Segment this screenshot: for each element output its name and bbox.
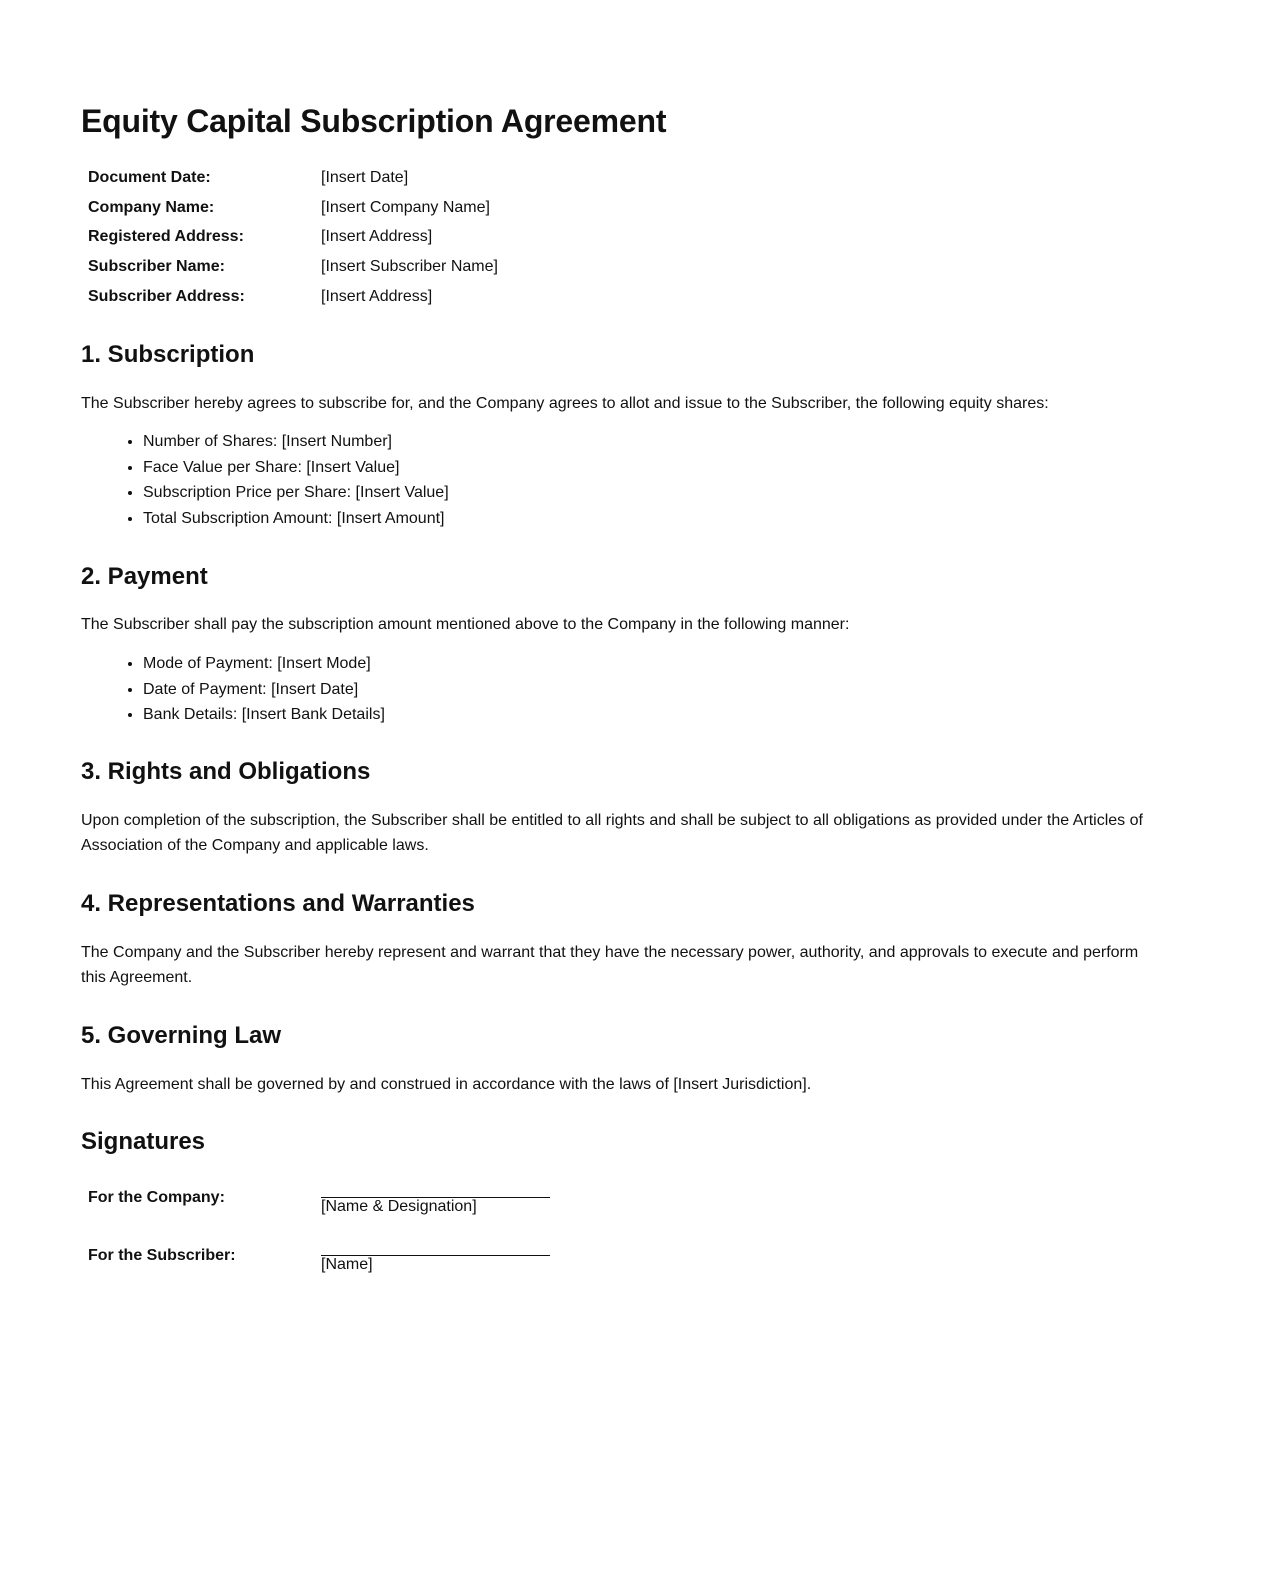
info-row-company-name (88, 193, 498, 223)
document-info-table (88, 163, 498, 311)
info-label: Registered Address: (88, 228, 244, 246)
info-row-document-date (88, 163, 498, 193)
section-heading-rights-obligations: 3. Rights and Obligations (81, 758, 371, 785)
list-item: • Subscription Price per Share: [Insert Value] (143, 480, 449, 506)
signature-name: [Name & Designation] (321, 1198, 477, 1215)
signature-label: For the Subscriber: (88, 1247, 236, 1264)
list-item: • Date of Payment: [Insert Date] (143, 677, 385, 703)
info-label: Subscriber Name: (88, 257, 225, 275)
info-label: Subscriber Address: (88, 287, 245, 305)
info-row-subscriber-address (88, 282, 498, 312)
section-text-payment: The Subscriber shall pay the subscription amount mentioned above to the Company in the following manner: (81, 616, 850, 633)
info-label: Document Date: (88, 168, 211, 186)
signature-row-company (88, 1178, 550, 1236)
signatures-table (88, 1178, 550, 1294)
section-text-governing-law: This Agreement shall be governed by and construed in accordance with the laws of [Insert Jurisdiction]. (81, 1076, 812, 1093)
list-item: • Number of Shares: [Insert Number] (143, 429, 449, 455)
info-row-registered-address (88, 222, 498, 252)
list-item: • Bank Details: [Insert Bank Details] (143, 702, 385, 728)
signature-field (321, 1178, 550, 1236)
section-heading-subscription: 1. Subscription (81, 341, 255, 368)
info-value: [Insert Subscriber Name] (321, 257, 498, 275)
list-item: • Total Subscription Amount: [Insert Amount] (143, 506, 449, 532)
list-item: • Face Value per Share: [Insert Value] (143, 455, 449, 481)
info-row-subscriber-name (88, 252, 498, 282)
section-text-representations-warranties: The Company and the Subscriber hereby represent and warrant that they have the necessary power, authority, and approvals to execute and perform this Agreement. (81, 944, 1139, 986)
payment-list (81, 651, 385, 728)
info-value: [Insert Company Name] (321, 198, 490, 216)
section-heading-payment: 2. Payment (81, 563, 208, 590)
section-heading-governing-law: 5. Governing Law (81, 1022, 282, 1049)
document-title: Equity Capital Subscription Agreement (81, 103, 667, 139)
list-item: • Mode of Payment: [Insert Mode] (143, 651, 385, 677)
subscription-list (81, 429, 449, 531)
info-value: [Insert Address] (321, 287, 433, 305)
info-value: [Insert Date] (321, 168, 409, 186)
signature-field (321, 1236, 550, 1294)
signature-label: For the Company: (88, 1189, 225, 1206)
info-value: [Insert Address] (321, 228, 433, 246)
signatures-heading: Signatures (81, 1128, 206, 1155)
signature-row-subscriber (88, 1236, 550, 1294)
signature-name: [Name] (321, 1256, 373, 1273)
section-text-rights-obligations: Upon completion of the subscription, the Subscriber shall be entitled to all rights and shall be subject to all obligations as provided under the Articles of Association of the Company and applicable laws. (81, 812, 1143, 854)
section-text-subscription: The Subscriber hereby agrees to subscribe for, and the Company agrees to allot and issue to the Subscriber, the following equity shares: (81, 395, 1049, 412)
info-label: Company Name: (88, 198, 215, 216)
section-heading-representations-warranties: 4. Representations and Warranties (81, 890, 475, 917)
